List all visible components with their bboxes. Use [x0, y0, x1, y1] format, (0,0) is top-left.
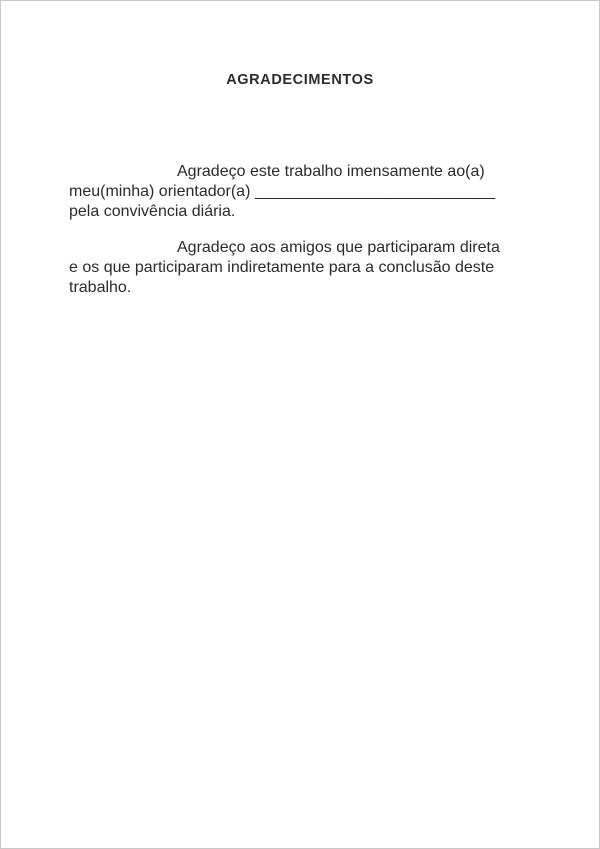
paragraph-line: trabalho. [69, 279, 132, 296]
paragraph-line: Agradeço aos amigos que participaram direta [177, 239, 500, 256]
page-title: AGRADECIMENTOS [226, 72, 374, 88]
paragraph-line: meu(minha) orientador(a) ___________________________ [69, 183, 496, 200]
paragraph-orientador [69, 162, 549, 222]
paragraph-line: Agradeço este trabalho imensamente ao(a) [177, 163, 485, 180]
paragraph-line: pela convivência diária. [69, 203, 236, 220]
paragraph-line: e os que participaram indiretamente para a conclusão deste [69, 259, 495, 276]
paragraph-amigos [69, 238, 549, 298]
